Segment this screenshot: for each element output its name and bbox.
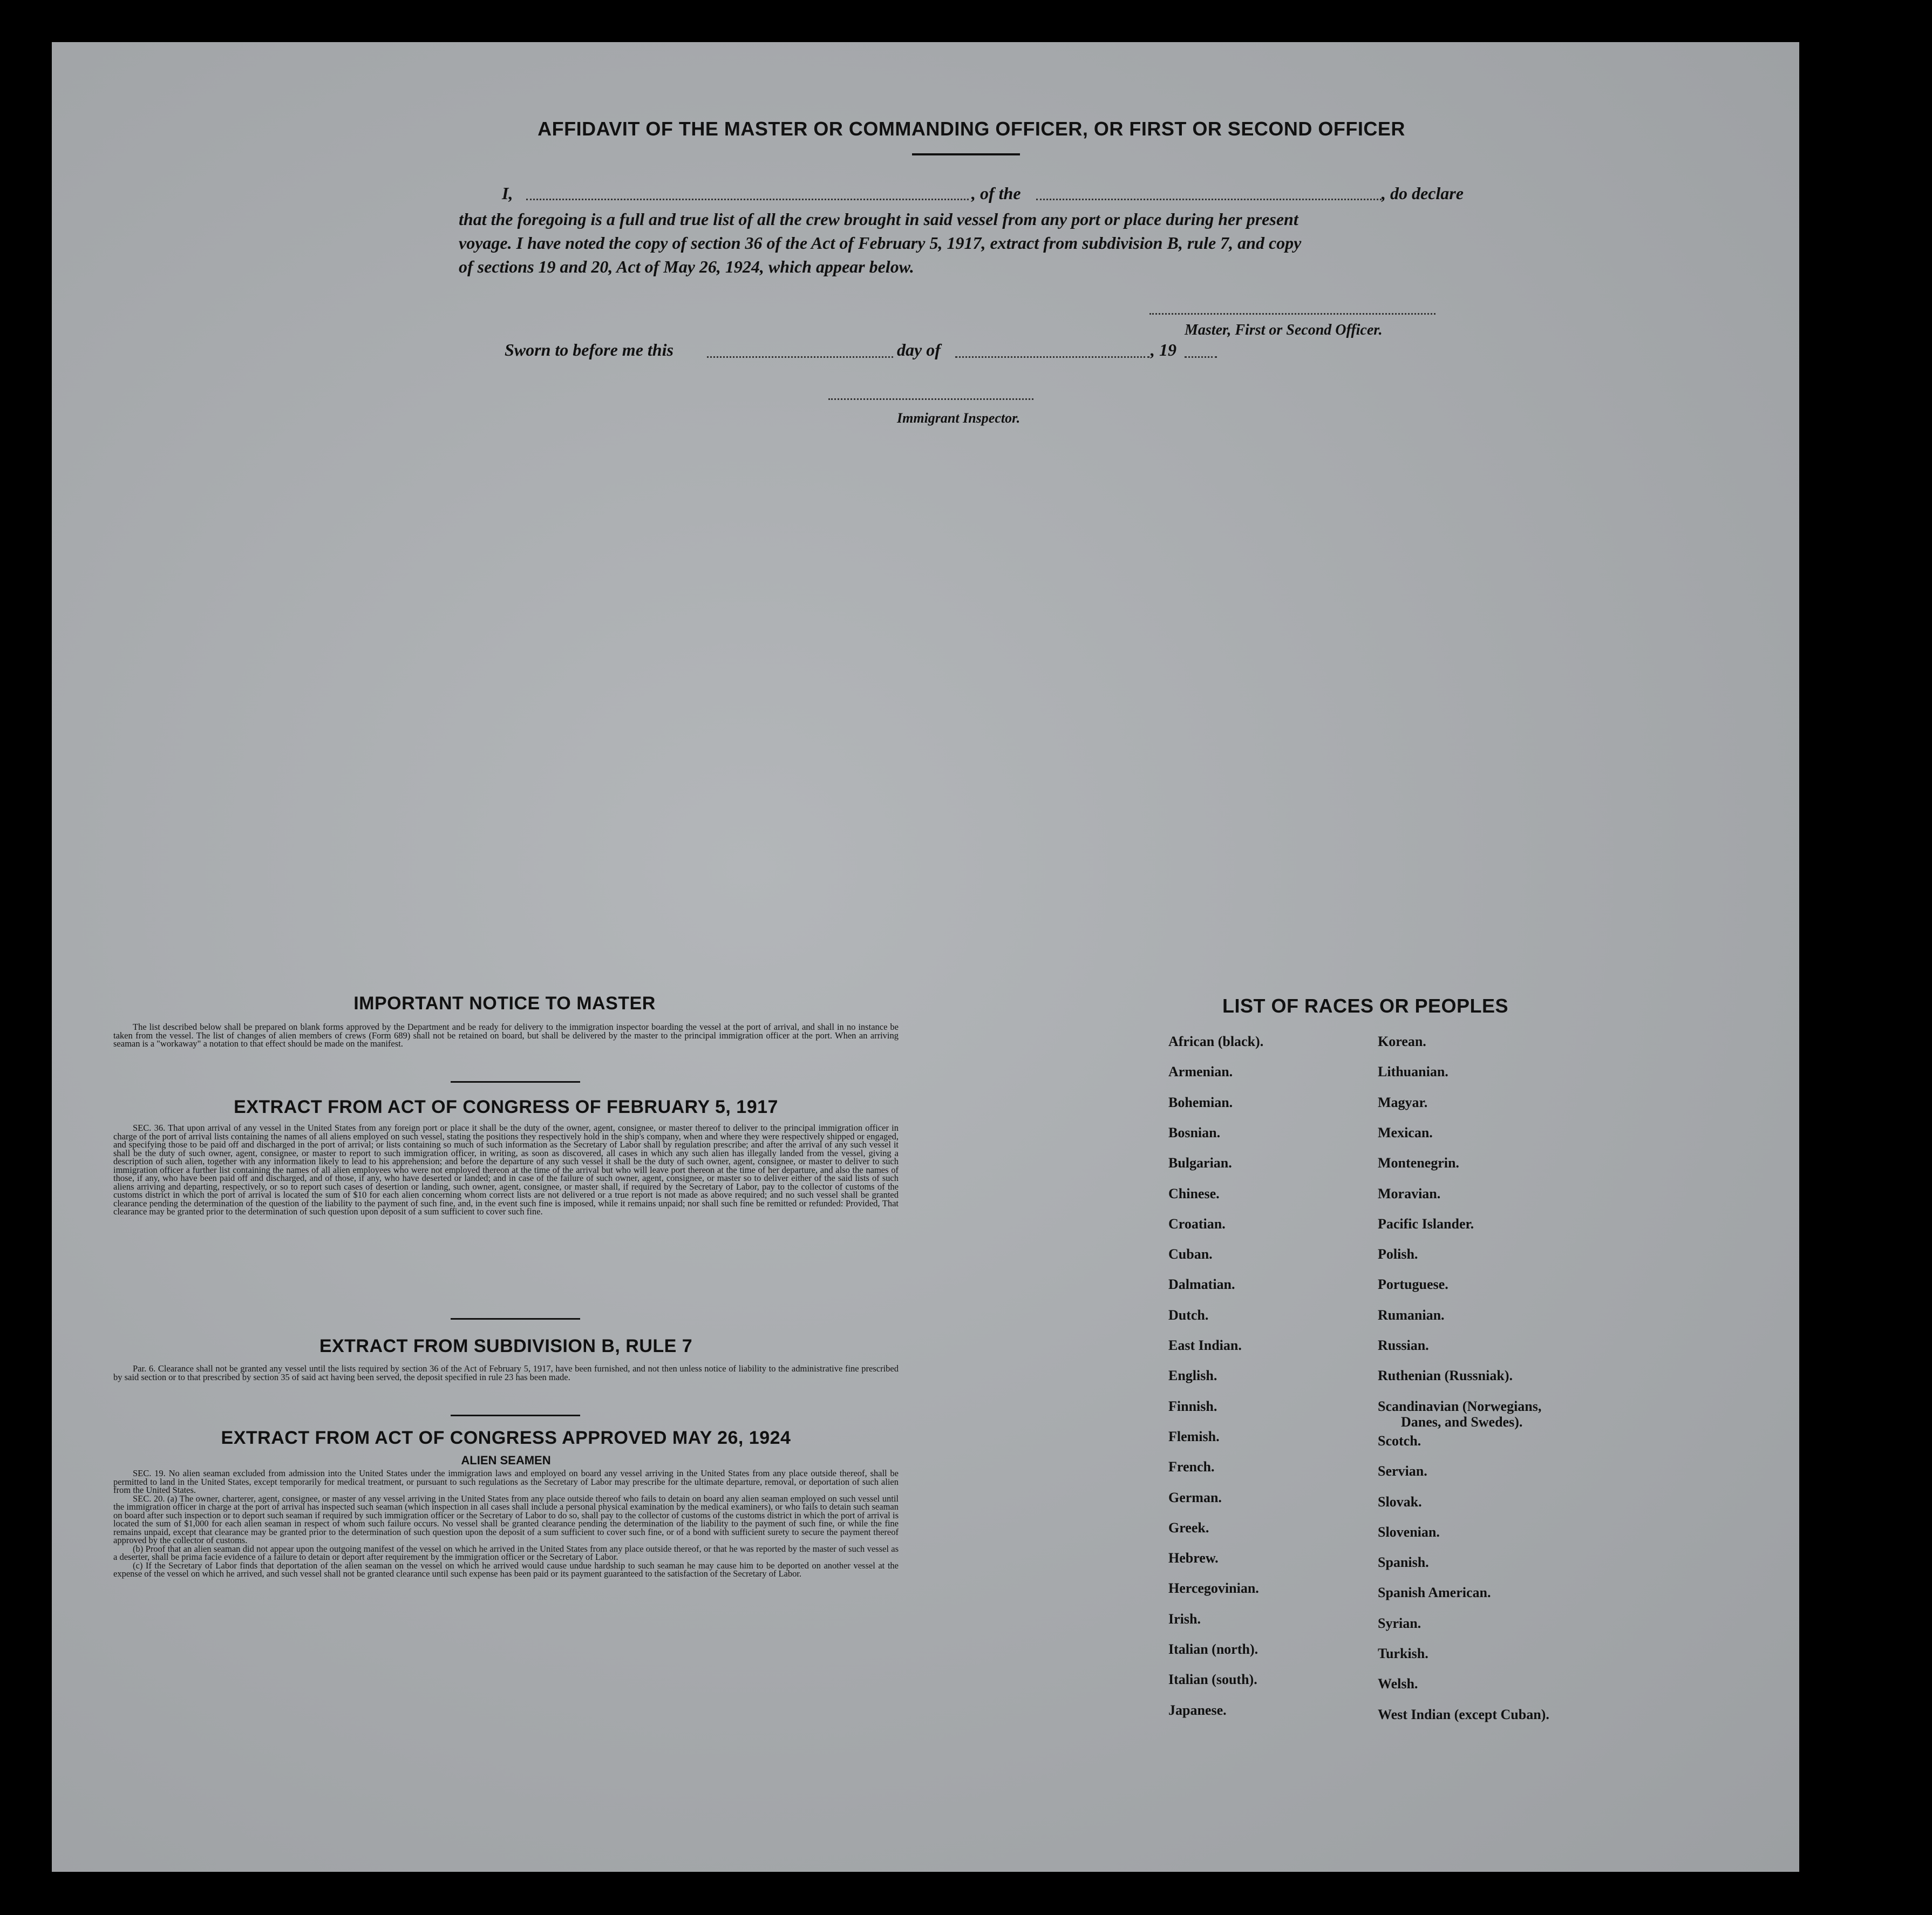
name-blank[interactable]: [526, 199, 969, 200]
race-item: German.: [1168, 1489, 1222, 1505]
race-item: Cuban.: [1168, 1246, 1213, 1262]
race-item: Moravian.: [1378, 1185, 1441, 1201]
extract-1917-body: [113, 1124, 899, 1216]
race-item: Syrian.: [1378, 1615, 1421, 1631]
binder-hole: [1828, 623, 1851, 646]
race-item: Magyar.: [1378, 1094, 1428, 1110]
binder-hole: [1831, 1319, 1853, 1341]
race-item: Armenian.: [1168, 1064, 1233, 1080]
race-item: Scandinavian (Norwegians,: [1378, 1398, 1542, 1414]
year-label: , 19: [1151, 340, 1176, 359]
affidavit-i: I,: [502, 184, 513, 203]
race-item: Montenegrin.: [1378, 1155, 1459, 1171]
notice-title: IMPORTANT NOTICE TO MASTER: [353, 993, 656, 1014]
race-item: English.: [1168, 1368, 1217, 1384]
affidavit-line: of sections 19 and 20, Act of May 26, 1924, which appear below.: [459, 257, 914, 276]
races-title: LIST OF RACES OR PEOPLES: [1222, 995, 1509, 1017]
race-item: Greek.: [1168, 1519, 1209, 1536]
notice-paragraph: The list described below shall be prepared on blank forms approved by the Department and be ready for delivery to the immigration inspector boarding the vessel at the port of arrival, and shall in no instance be taken from the vessel. The list of changes of alien members of crews (Form 689) shall not be retained on board, but shall be delivered by the master to the principal immigration officer at the port. When an arriving seaman is a "workaway" a notation to that effect should be made on the manifest.: [113, 1022, 899, 1049]
race-item: Italian (north).: [1168, 1641, 1258, 1657]
sworn-month-blank[interactable]: [955, 356, 1149, 358]
affidavit-title: AFFIDAVIT OF THE MASTER OR COMMANDING OFFICER, OR FIRST OR SECOND OFFICER: [538, 118, 1405, 140]
race-item: Finnish.: [1168, 1398, 1217, 1414]
rule7-title: EXTRACT FROM SUBDIVISION B, RULE 7: [319, 1336, 693, 1356]
divider: [451, 1081, 580, 1083]
race-item: Lithuanian.: [1378, 1064, 1448, 1080]
race-item: Korean.: [1378, 1034, 1426, 1049]
affidavit-of: , of the: [971, 184, 1021, 203]
sec20a-paragraph: SEC. 20. (a) The owner, charterer, agent, consignee, or master of any vessel arriving in the United States from any place outside thereof who fails to detain on board any alien seaman employed on such vessel until the immigration officer in charge at the port of arrival has inspected such seaman (which inspection in all cases shall include a personal physical examination by the medical examiners), or who fails to detain such seaman on board after such inspection or to deport such seaman if required by such immigration officer or the Secretary of Labor to do so, shall pay to the collector of customs of the customs district in which the port of arrival is located the sum of $1,000 for each alien seaman in respect of whom such failure occurs. No vessel shall be granted clearance pending the determination of the liability to the payment of such fine, or while the fine remains unpaid, except that clearance may be granted prior to the determination of such question upon the deposit of a sum sufficient to cover such fine, or of a bond with sufficient surety to secure the payment thereof approved by the collector of customs.: [113, 1493, 899, 1545]
rule7-paragraph: Par. 6. Clearance shall not be granted any vessel until the lists required by section 36 of the Act of February 5, 1917, have been furnished, and not then unless notice of liability to the administrative fine prescribed by said section or to that prescribed by section 35 of said act having been served, the deposit specified in rule 23 has been made.: [113, 1363, 899, 1382]
inspector-label: Immigrant Inspector.: [897, 410, 1021, 426]
affidavit-declare: , do declare: [1382, 184, 1464, 203]
race-item: Slovenian.: [1378, 1524, 1440, 1540]
alien-seamen-subtitle: ALIEN SEAMEN: [461, 1454, 551, 1467]
race-item: Croatian.: [1168, 1215, 1226, 1232]
race-item: Turkish.: [1378, 1646, 1428, 1661]
race-item: Flemish.: [1168, 1428, 1220, 1444]
race-item: Spanish American.: [1378, 1585, 1491, 1601]
affidavit-line: voyage. I have noted the copy of section 36 of the Act of February 5, 1917, extract from subdivision B, rule 7, and copy: [459, 233, 1302, 253]
race-item: Ruthenian (Russniak).: [1378, 1368, 1513, 1384]
race-item: Russian.: [1378, 1337, 1429, 1353]
race-item: Hercegovinian.: [1168, 1580, 1259, 1597]
master-signature-line[interactable]: [1149, 313, 1436, 315]
sec20c-paragraph: (c) If the Secretary of Labor finds that deportation of the alien seaman on the vessel on which he arrived would cause undue hardship to such seaman he may cause him to be deported on another vessel at the expense of the vessel on which he arrived, and such vessel shall not be granted clearance until such expense has been paid or its payment guaranteed to the satisfaction of the Secretary of Labor.: [113, 1560, 899, 1579]
race-item: Welsh.: [1378, 1676, 1418, 1692]
inspector-signature-line[interactable]: [828, 398, 1033, 400]
year-blank[interactable]: [1185, 356, 1217, 358]
sec19-paragraph: SEC. 19. No alien seaman excluded from admission into the United States under the immigration laws and employed on board any vessel arriving in the United States from any place outside thereof, shall be permitted to land in the United States, except temporarily for medical treatment, or pursuant to such regulations as the Secretary of Labor may prescribe for the ultimate departure, removal, or deportation of such alien from the United States.: [113, 1468, 899, 1495]
race-item: Chinese.: [1168, 1185, 1220, 1201]
extract-1924-body: [113, 1469, 899, 1578]
race-item: West Indian (except Cuban).: [1378, 1706, 1549, 1722]
vessel-blank[interactable]: [1036, 199, 1382, 200]
binder-hole: [1831, 345, 1853, 368]
race-item: East Indian.: [1168, 1337, 1242, 1353]
race-item: Bulgarian.: [1168, 1155, 1232, 1171]
race-item: Portuguese.: [1378, 1276, 1448, 1293]
race-item: Bohemian.: [1168, 1094, 1233, 1110]
race-item: Pacific Islander.: [1378, 1215, 1474, 1232]
race-item: Polish.: [1378, 1246, 1418, 1262]
race-item: Irish.: [1168, 1611, 1201, 1627]
extract-1917-title: EXTRACT FROM ACT OF CONGRESS OF FEBRUARY 5, 1917: [234, 1097, 778, 1117]
race-item: Bosnian.: [1168, 1124, 1221, 1140]
section-36-paragraph: SEC. 36. That upon arrival of any vessel in the United States from any foreign port or place it shall be the duty of the owner, agent, consignee, or master thereof to deliver to the principal immigration officer in charge of the port of arrival lists containing the names of all aliens employed on such vessel, stating the positions they respectively hold in the ship's company, when and where they were respectively shipped or engaged, and specifying those to be paid off and discharged in the port of arrival; or lists containing so much of such information as the Secretary of Labor shall by regulation prescribe; and after the arrival of any such vessel it shall be the duty of such owner, agent, consignee, or master to report to such immigration officer, in writing, as soon as discovered, all cases in which any such alien has illegally landed from the vessel, giving a description of such alien, together with any information likely to lead to his apprehension; and before the departure of any such vessel it shall be the duty of such owner, agent, consignee, or master to deliver to such immigration officer a further list containing the names of all alien employees who were not employed thereon at the time of the arrival but who will leave port thereon at the time of her departure, and also the names of those, if any, who have been paid off and discharged, and of those, if any, who have deserted or landed; and in case of the failure of such owner, agent, consignee, or master so to deliver either of the said lists of such aliens arriving and departing, respectively, or so to report such cases of desertion or landing, such owner, agent, consignee, or master shall, if required by the Secretary of Labor, pay to the collector of customs of the customs district in which the port of arrival is located the sum of $10 for each alien concerning whom correct lists are not delivered or a true report is not made as above required; and no such vessel shall be granted clearance pending the determination of the question of the liability to the payment of such fine, and, in the event such fine is imposed, while it remains unpaid; nor shall such fine be remitted or refunded: Provided, That clearance may be granted prior to the determination of such question upon deposit of a sum sufficient to cover such fine.: [113, 1123, 899, 1217]
binder-hole: [1831, 1686, 1853, 1708]
extract-1924-title: EXTRACT FROM ACT OF CONGRESS APPROVED MAY 26, 1924: [221, 1428, 791, 1448]
race-item: Slovak.: [1378, 1493, 1422, 1510]
sworn-day-blank[interactable]: [707, 356, 893, 358]
sworn-label: Sworn to before me this: [505, 340, 674, 359]
binder-hole: [1828, 710, 1851, 733]
race-item: Dutch.: [1168, 1307, 1209, 1323]
race-item: Servian.: [1378, 1463, 1427, 1479]
race-item: Danes, and Swedes).: [1401, 1414, 1523, 1430]
divider: [912, 153, 1020, 155]
race-item: French.: [1168, 1459, 1215, 1475]
race-item: Dalmatian.: [1168, 1276, 1235, 1293]
divider: [451, 1318, 580, 1320]
binder-hole: [1831, 1232, 1853, 1255]
race-item: Italian (south).: [1168, 1672, 1257, 1688]
master-label: Master, First or Second Officer.: [1185, 322, 1383, 338]
race-item: African (black).: [1168, 1034, 1264, 1049]
rule7-body: [113, 1364, 899, 1381]
race-item: Mexican.: [1378, 1124, 1433, 1140]
day-of-label: day of: [897, 340, 941, 359]
race-item: Scotch.: [1378, 1432, 1421, 1449]
race-item: Spanish.: [1378, 1554, 1429, 1571]
divider: [451, 1415, 580, 1416]
binder-hole: [1828, 260, 1851, 283]
document-page: [52, 42, 1799, 1872]
sec20b-paragraph: (b) Proof that an alien seaman did not appear upon the outgoing manifest of the vessel on which he arrived in the United States from any place outside thereof, or that he was reported by the master of such vessel as a deserter, shall be prima facie evidence of a failure to detain or deport after requirement by the immigration officer or the Secretary of Labor.: [113, 1543, 899, 1562]
binder-hole: [1831, 1600, 1853, 1622]
notice-body: [113, 1023, 899, 1048]
race-item: Japanese.: [1168, 1702, 1227, 1718]
race-item: Rumanian.: [1378, 1307, 1445, 1323]
race-item: Hebrew.: [1168, 1550, 1219, 1566]
affidavit-line: that the foregoing is a full and true list of all the crew brought in said vessel from any port or place during her present: [459, 209, 1298, 229]
